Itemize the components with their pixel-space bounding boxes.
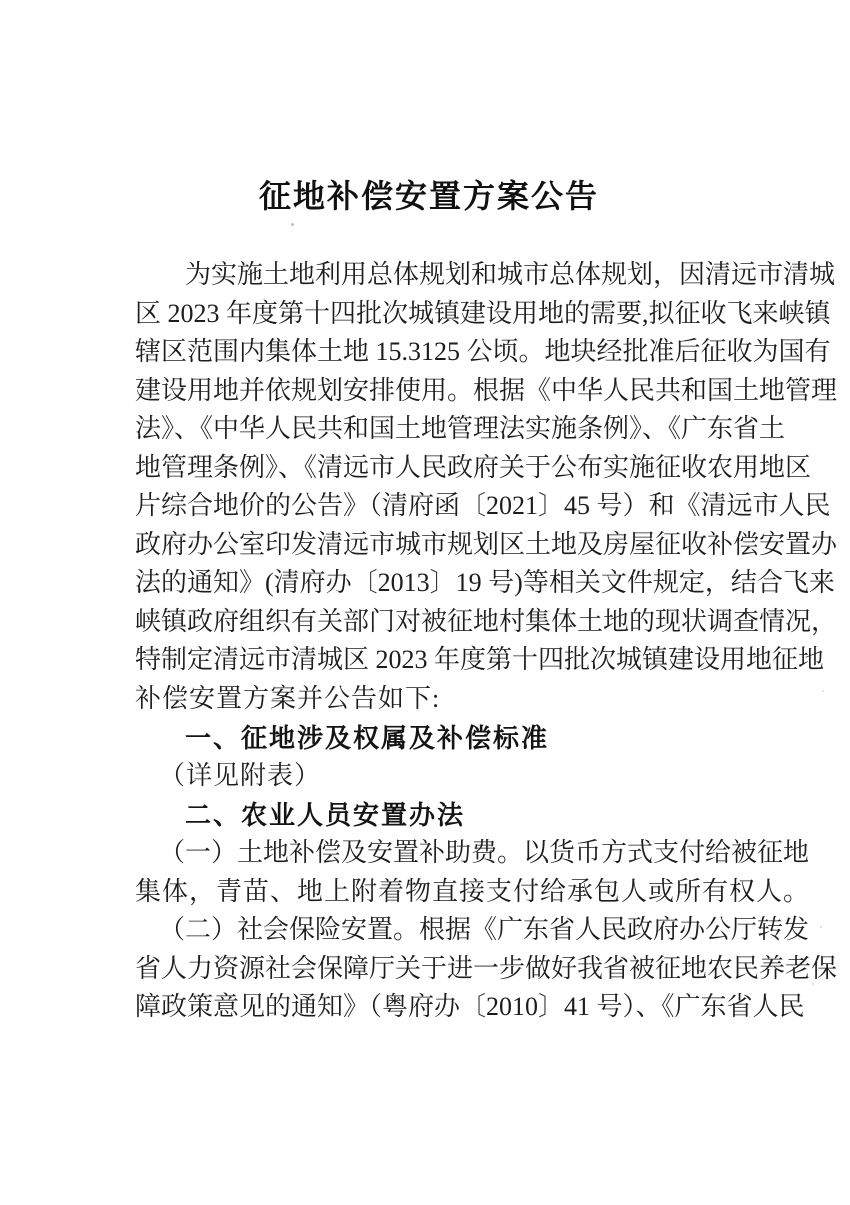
body-line: 省人力资源社会保障厅关于进一步做好我省被征地农民养老保 [135, 953, 838, 983]
body-line: （详见附表） [159, 761, 322, 791]
scan-artifact [291, 223, 294, 226]
body-line: 集体，青苗、地上附着物直接支付给承包人或所有权人。 [135, 876, 811, 906]
section-heading-2: 二、农业人员安置办法 [185, 799, 466, 830]
body-line: 片综合地价的公告》（清府函〔2021〕45 号）和《清远市人民 [135, 491, 831, 521]
body-line: 辖区范围内集体土地 15.3125 公顷。地块经批准后征收为国有 [135, 337, 831, 367]
scan-artifact [822, 690, 824, 692]
scan-artifact [820, 926, 822, 928]
document-body [135, 256, 838, 1027]
scan-artifact [812, 983, 814, 985]
body-line: 法》、《中华人民共和国土地管理法实施条例》、《广东省土 [135, 414, 786, 444]
body-line: 政府办公室印发清远市城市规划区土地及房屋征收补偿安置办 [135, 529, 838, 559]
body-line: 特制定清远市清城区 2023 年度第十四批次城镇建设用地征地 [135, 645, 825, 675]
body-line: （二）社会保险安置。根据《广东省人民政府办公厅转发 [159, 915, 810, 945]
section-heading-1: 一、征地涉及权属及补偿标准 [185, 722, 550, 753]
body-line: 区 2023 年度第十四批次城镇建设用地的需要,拟征收飞来峡镇 [135, 298, 831, 328]
body-line: 为实施土地利用总体规划和城市总体规划，因清远市清城 [185, 260, 836, 289]
body-line: 地管理条例》、《清远市人民政府关于公布实施征收农用地区 [135, 452, 812, 482]
document-title: 征地补偿安置方案公告 [258, 178, 599, 214]
body-line: 障政策意见的通知》（粤府办〔2010〕41 号）、《广东省人民 [135, 992, 805, 1022]
body-line: 建设用地并依规划安排使用。根据《中华人民共和国土地管理 [135, 375, 838, 405]
body-line: 法的通知》(清府办〔2013〕19 号)等相关文件规定，结合飞来 [135, 568, 835, 598]
body-line: 补偿安置方案并公告如下: [135, 684, 441, 714]
body-line: 峡镇政府组织有关部门对被征地村集体土地的现状调查情况， [135, 606, 838, 636]
body-line: （一）土地补偿及安置补助费。以货币方式支付给被征地 [159, 838, 810, 868]
